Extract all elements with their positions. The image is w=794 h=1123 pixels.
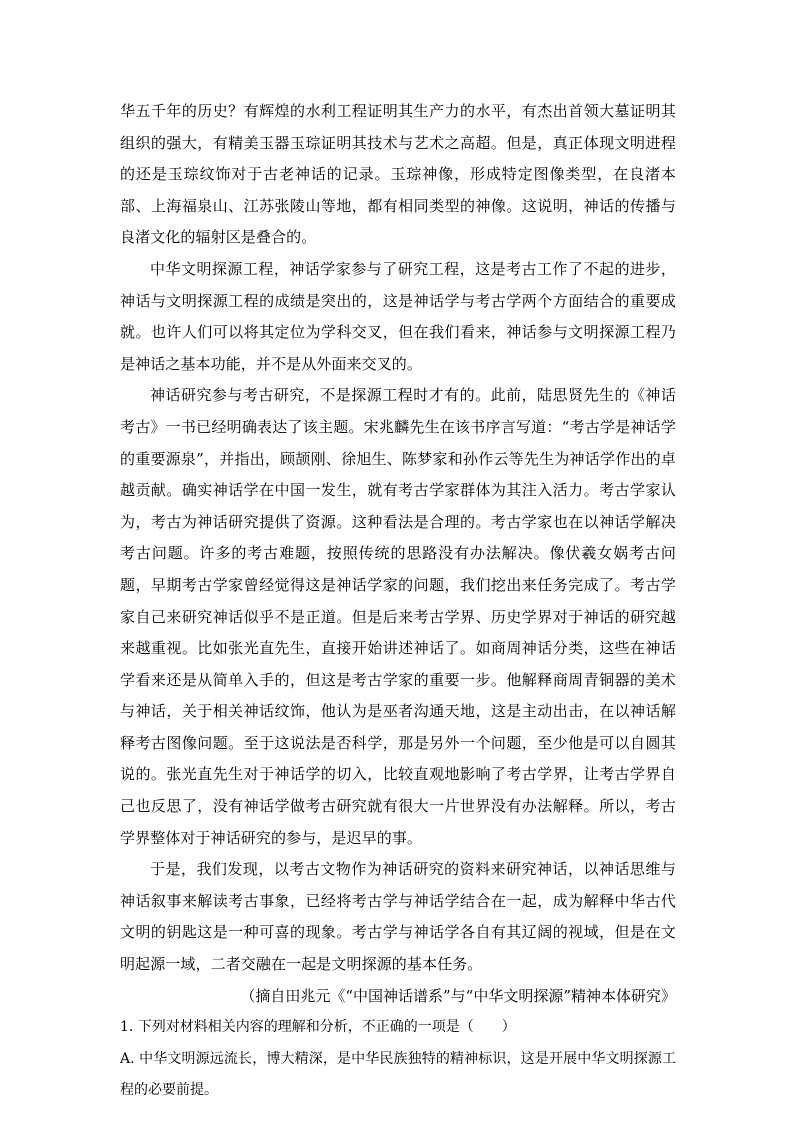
paragraph-4: 于是，我们发现，以考古文物作为神话研究的资料来研究神话，以神话思维与神话叙事来解读考古事象，已经将考古学与神话学结合在一起，成为解释中华古代文明的钥匙这是一种可喜的现象。考古学与神话学各自有其辽阔的视域，但是在文明起源一域，二者交融在一起是文明探源的基本任务。 <box>120 860 676 974</box>
paragraph-2: 中华文明探源工程，神话学家参与了研究工程，这是考古工作了不起的进步，神话与文明探源工程的成绩是突出的，这是神话学与考古学两个方面结合的重要成就。也许人们可以将其定位为学科交叉，但在我们看来，神话参与文明探源工程乃是神话之基本功能，并不是从外面来交叉的。 <box>120 259 676 373</box>
source-citation: （摘自田兆元《“中国神话谱系”与“中华文明探源”精神本体研究》 <box>240 986 676 1005</box>
paragraph-1: 华五千年的历史？有辉煌的水利工程证明其生产力的水平，有杰出首领大墓证明其组织的强大，有精美玉器玉琮证明其技术与艺术之高超。但是，真正体现文明进程的还是玉琮纹饰对于古老神话的记录。玉琮神像，形成特定图像类型，在良渚本部、上海福泉山、江苏张陵山等地，都有相同类型的神像。这说明，神话的传播与良渚文化的辐射区是叠合的。 <box>120 102 676 247</box>
paragraph-3: 神话研究参与考古研究，不是探源工程时才有的。此前，陆思贤先生的《神话考古》一书已经明确表达了该主题。宋兆麟先生在该书序言写道：“考古学是神话学的重要源泉”，并指出，顾颉刚、徐旭生、陈梦家和孙作云等先生为神话学作出的卓越贡献。确实神话学在中国一发生，就有考古学家群体为其注入活力。考古学家认为，考古为神话研究提供了资源。这种看法是合理的。考古学家也在以神话学解决考古问题。许多的考古难题，按照传统的思路没有办法解决。像伏羲女娲考古问题，早期考古学家曾经觉得这是神话学家的问题，我们挖出来任务完成了。考古学家自己来研究神话似乎不是正道。但是后来考古学界、历史学界对于神话的研究越来越重视。比如张光直先生，直接开始讲述神话了。如商周神话分类，这些在神话学看来还是从简单入手的，但这是考古学家的重要一步。他解释商周青铜器的美术与神话，关于相关神话纹饰，他认为是巫者沟通天地，这是主动出击，在以神话解释考古图像问题。至于这说法是否科学，那是另外一个问题，至少他是可以自圆其说的。张光直先生对于神话学的切入，比较直观地影响了考古学界，让考古学界自己也反思了，没有神话学做考古研究就有很大一片世界没有办法解释。所以，考古学界整体对于神话研究的参与，是迟早的事。 <box>120 386 676 847</box>
document-page <box>120 96 676 1107</box>
question-1: 1. 下列对材料相关内容的理解和分析，不正确的一项是（ ） <box>120 1019 516 1036</box>
option-a: A. 中华文明源远流长，博大精深，是中华民族独特的精神标识，这是开展中华文明探源工程的必要前提。 <box>120 1050 676 1099</box>
